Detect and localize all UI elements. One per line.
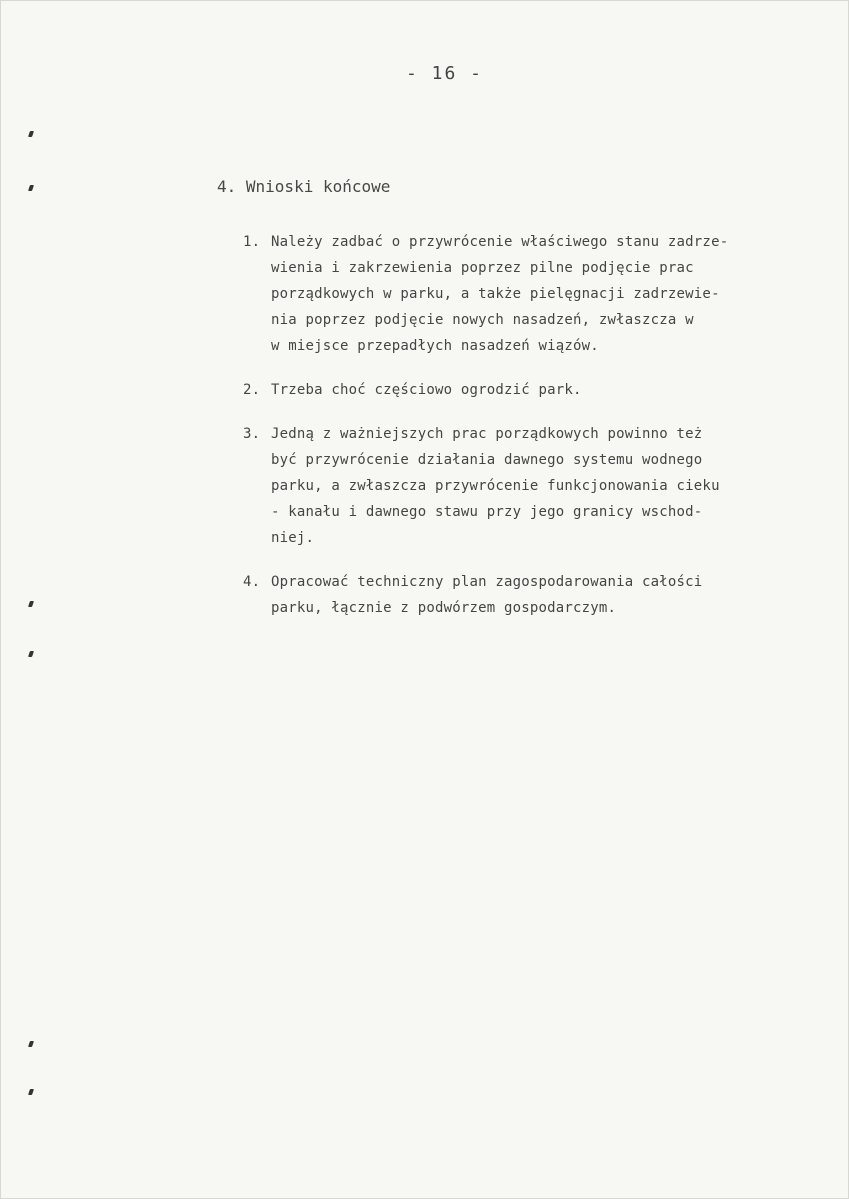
margin-mark	[28, 185, 34, 191]
list-item	[243, 421, 833, 551]
margin-mark	[28, 1089, 34, 1095]
item-text: Opracować techniczny plan zagospodarowania całości parku, łącznie z podwórzem gospodarczym.	[271, 574, 703, 616]
list-item	[243, 377, 833, 403]
margin-mark	[28, 651, 34, 657]
item-number: 2.	[243, 382, 261, 398]
item-number: 1.	[243, 234, 261, 250]
item-text: Trzeba choć częściowo ogrodzić park.	[271, 382, 582, 398]
list-item	[243, 229, 833, 359]
page-number: - 16 -	[406, 63, 484, 84]
item-number: 4.	[243, 574, 261, 590]
item-text: Jedną z ważniejszych prac porządkowych powinno też być przywrócenie działania dawnego systemu wodnego parku, a zwłaszcza przywrócenie funkcjonowania cieku - kanału i dawnego stawu przy jego granicy wschod- niej.	[271, 426, 720, 546]
margin-mark	[28, 601, 34, 607]
item-text: Należy zadbać o przywrócenie właściwego stanu zadrze- wienia i zakrzewienia poprzez pilne podjęcie prac porządkowych w parku, a także pielęgnacji zadrzewie- nia poprzez podjęcie nowych nasadzeń, zwłaszcza w w miejsce przepadłych nasadzeń wiązów.	[271, 234, 729, 354]
margin-mark	[28, 1041, 34, 1047]
list-item	[243, 569, 833, 621]
section-title: 4. Wnioski końcowe	[217, 177, 391, 196]
item-number: 3.	[243, 426, 261, 442]
conclusions-list	[243, 229, 833, 621]
margin-mark	[28, 131, 34, 137]
